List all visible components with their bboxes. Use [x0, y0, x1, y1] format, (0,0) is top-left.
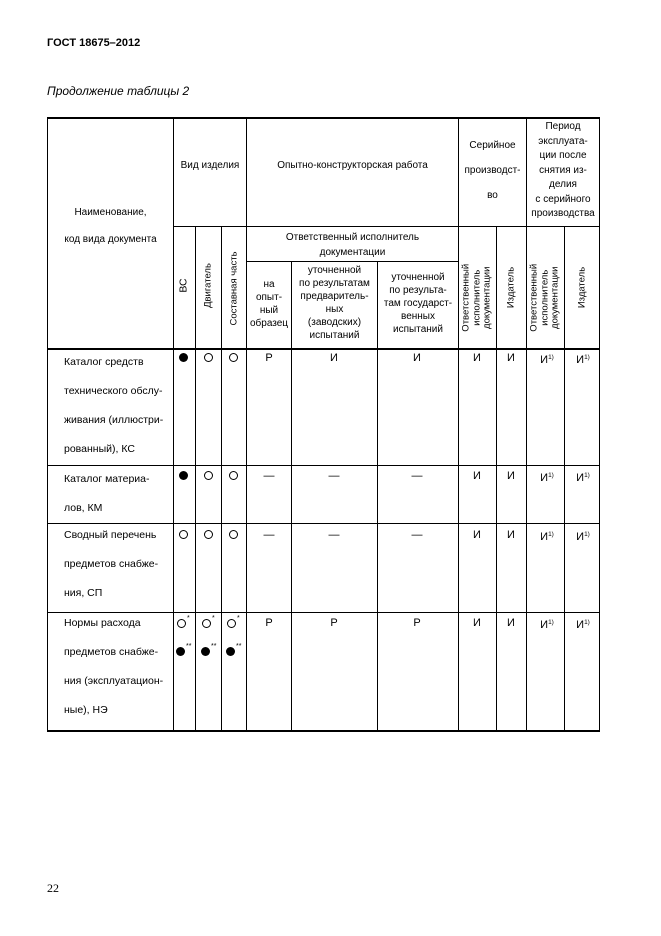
cell-text: И — [576, 472, 585, 484]
cell-value: — — [328, 470, 340, 482]
footnote-ref: 1) — [548, 531, 554, 538]
resp-vert-line: документации — [481, 266, 493, 329]
okr-sub2-header — [292, 264, 377, 342]
vert-header-period-publisher: Издатель — [576, 266, 588, 309]
hollow-circle-mark — [177, 619, 186, 628]
cell-value: И — [473, 470, 481, 482]
hollow-circle-mark — [229, 530, 238, 539]
row-name-line: предметов снабже- — [64, 646, 159, 658]
cell-value: И — [507, 470, 515, 482]
footnote-ref: 1) — [584, 472, 590, 479]
resp-vert-line: исполнитель — [470, 269, 482, 326]
okr-sub3-line: испытаний — [393, 324, 443, 335]
okr-resp-header — [247, 230, 458, 260]
period-line: ции после — [539, 150, 587, 161]
row-name-line: Каталог материа- — [64, 473, 150, 485]
hollow-circle-mark — [229, 353, 238, 362]
resp-vert-line: Ответственный — [460, 263, 472, 332]
row-name-line: технического обслу- — [64, 385, 163, 397]
okr-sub2-line: (заводских) — [307, 317, 362, 328]
header-mid-line — [173, 226, 600, 227]
cell-text: И — [540, 472, 549, 484]
okr-sub1-line: на — [263, 279, 275, 290]
row-name-line: рованный), КС — [64, 443, 135, 455]
col-name-line1: Наименование, — [74, 207, 147, 218]
single-asterisk: * — [237, 615, 240, 622]
filled-circle-mark — [179, 353, 188, 362]
vid-izdeliya-header: Вид изделия — [180, 160, 240, 171]
footnote-ref: 1) — [584, 619, 590, 626]
col-divider — [458, 117, 459, 732]
period-line: снятия из- — [539, 164, 587, 176]
vert-header-engine: Двигатель — [202, 263, 214, 308]
cell-text: И — [540, 619, 549, 631]
row-name-line: Нормы расхода — [64, 617, 141, 629]
cell-value: И — [507, 352, 515, 364]
row-name-sp — [64, 521, 158, 608]
okr-sub1-line: опыт- — [255, 292, 283, 303]
okr-sub-line — [246, 261, 458, 262]
col-divider — [246, 117, 247, 732]
serial-header — [459, 133, 526, 208]
cell-value: И — [473, 352, 481, 364]
hollow-circle-mark — [204, 353, 213, 362]
resp-vert-line: Ответственный — [528, 263, 540, 332]
hollow-circle-mark — [202, 619, 211, 628]
okr-sub3-line: уточненной — [391, 272, 445, 283]
okr-sub2-line: предваритель- — [300, 291, 369, 302]
okr-header: Опытно-конструкторская работа — [277, 160, 428, 171]
cell-value: И — [473, 617, 481, 629]
cell-value: И — [507, 529, 515, 541]
double-asterisk: ** — [211, 643, 217, 650]
cell-value: — — [411, 470, 423, 482]
serial-line: Серийное — [469, 140, 516, 151]
filled-circle-mark — [201, 647, 210, 656]
okr-sub3-line: по результа- — [389, 285, 447, 296]
hollow-circle-mark — [204, 530, 213, 539]
vert-header-component: Составная часть — [228, 251, 240, 326]
footnote-ref: 1) — [548, 472, 554, 479]
table-caption: Продолжение таблицы 2 — [47, 84, 190, 98]
col-divider — [173, 117, 174, 732]
cell-value: Р — [330, 617, 338, 629]
page-number: 22 — [47, 881, 59, 895]
cell-value-footnoted — [563, 352, 603, 366]
okr-sub3-line: там государст- — [383, 298, 453, 309]
vert-header-period-resp — [529, 248, 561, 348]
row-name-line: живания (иллюстри- — [64, 414, 164, 426]
cell-value-footnoted — [527, 470, 567, 484]
hollow-circle-mark — [229, 471, 238, 480]
cell-text: И — [576, 354, 585, 366]
serial-line: во — [487, 190, 498, 201]
table-bottom-border — [47, 730, 600, 732]
okr-sub1-line: образец — [249, 318, 289, 329]
cell-value-footnoted — [527, 529, 567, 543]
cell-text: И — [540, 531, 549, 543]
cell-value-footnoted — [563, 617, 603, 631]
cell-value: И — [330, 352, 338, 364]
document-header: ГОСТ 18675–2012 — [47, 37, 141, 49]
hollow-circle-mark — [179, 530, 188, 539]
col-divider — [195, 226, 196, 732]
double-asterisk: ** — [186, 643, 192, 650]
row-name-line: Сводный перечень — [64, 529, 157, 541]
table-top-border — [47, 117, 600, 119]
row-name-line: лов, КМ — [64, 502, 103, 514]
resp-vert-line: исполнитель — [538, 269, 550, 326]
period-line: Период — [545, 121, 581, 132]
row-name-line: ния, СП — [64, 587, 103, 599]
row-name-ks — [64, 348, 163, 464]
single-asterisk: * — [187, 615, 190, 622]
vert-header-serial-publisher: Издатель — [505, 266, 517, 309]
cell-value: Р — [265, 617, 273, 629]
cell-value: — — [263, 529, 275, 541]
okr-sub1-line: ный — [259, 305, 279, 316]
cell-value-footnoted — [563, 470, 603, 484]
period-line: с серийного — [535, 193, 591, 205]
vert-header-serial-resp — [461, 248, 493, 348]
cell-value: И — [413, 352, 421, 364]
cell-value: И — [473, 529, 481, 541]
period-line: эксплуата- — [538, 135, 588, 147]
cell-value: — — [411, 529, 423, 541]
cell-text: И — [576, 619, 585, 631]
period-header — [527, 120, 599, 222]
footnote-ref: 1) — [548, 354, 554, 361]
cell-value: Р — [265, 352, 273, 364]
hollow-circle-mark — [204, 471, 213, 480]
cell-value: — — [263, 470, 275, 482]
resp-vert-line: документации — [549, 266, 561, 329]
table-right-border — [599, 117, 600, 732]
single-asterisk: * — [212, 615, 215, 622]
double-asterisk: ** — [236, 643, 242, 650]
okr-sub3-line: венных — [401, 311, 435, 322]
filled-circle-mark — [226, 647, 235, 656]
row-name-ne — [64, 609, 163, 725]
cell-value: — — [328, 529, 340, 541]
okr-sub1-header — [247, 278, 291, 330]
okr-sub2-line: уточненной — [307, 265, 362, 276]
serial-line: производст- — [464, 165, 521, 176]
row-name-line: Каталог средств — [64, 356, 144, 368]
period-line: производства — [531, 208, 595, 219]
cell-value-footnoted — [527, 352, 567, 366]
filled-circle-mark — [176, 647, 185, 656]
vert-header-vs: ВС — [177, 278, 190, 293]
okr-resp-line2: документации — [319, 247, 386, 258]
cell-text: И — [576, 531, 585, 543]
filled-circle-mark — [179, 471, 188, 480]
col-name-line2: код вида документа — [64, 234, 157, 245]
footnote-ref: 1) — [548, 619, 554, 626]
cell-value: Р — [413, 617, 421, 629]
row-name-line: ные), НЭ — [64, 704, 108, 716]
col-divider — [221, 226, 222, 732]
row-name-line: предметов снабже- — [64, 558, 159, 570]
row-name-km — [64, 465, 150, 523]
okr-resp-line1: Ответственный исполнитель — [285, 232, 420, 243]
footnote-ref: 1) — [584, 354, 590, 361]
okr-sub2-line: ных — [325, 304, 344, 315]
cell-value-footnoted — [527, 617, 567, 631]
okr-sub2-line: по результатам — [299, 278, 370, 289]
cell-value: И — [507, 617, 515, 629]
period-line: делия — [549, 179, 577, 190]
row-name-line: ния (эксплуатацион- — [64, 675, 164, 687]
cell-value-footnoted — [563, 529, 603, 543]
hollow-circle-mark — [227, 619, 236, 628]
cell-text: И — [540, 354, 549, 366]
okr-sub2-line: испытаний — [309, 330, 360, 341]
okr-sub3-header — [378, 271, 458, 336]
footnote-ref: 1) — [584, 531, 590, 538]
